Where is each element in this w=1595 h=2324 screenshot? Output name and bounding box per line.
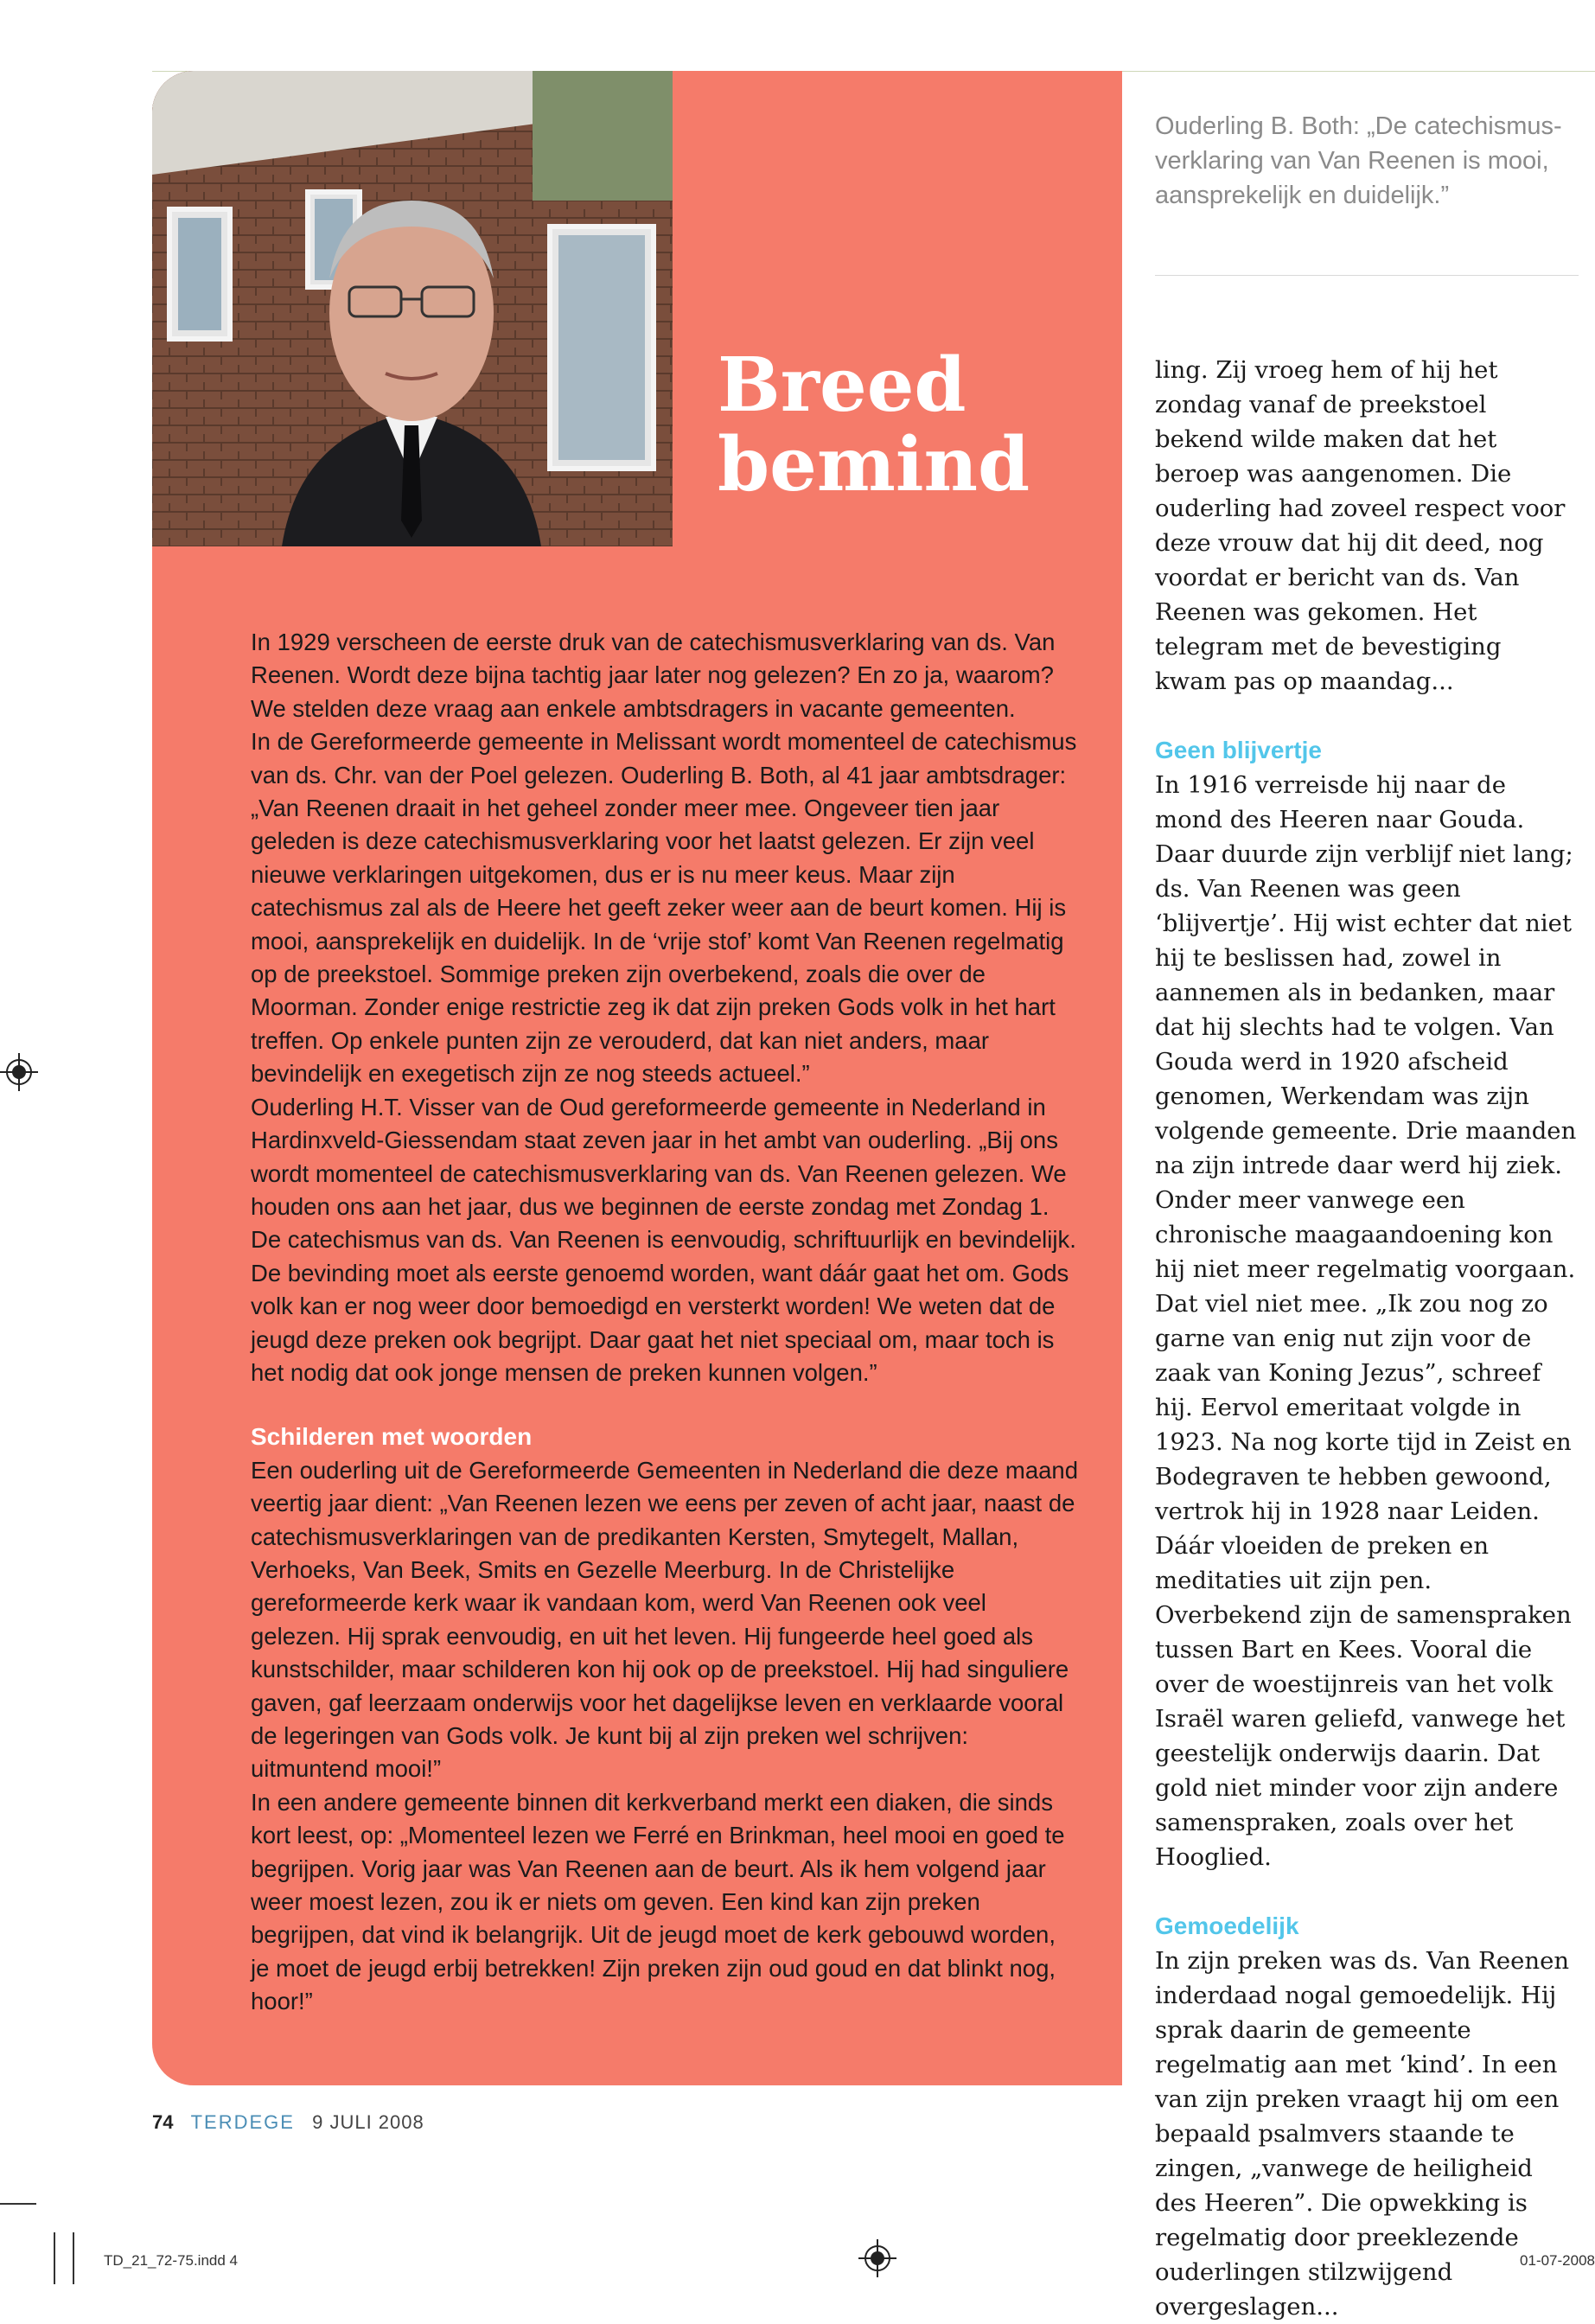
subheading: Schilderen met woorden: [251, 1423, 533, 1451]
body-paragraph: Ouderling H.T. Visser van de Oud gereformeerde gemeente in Nederland in Hardinxveld-Giessendam staat zeven jaar in het ambt van ouderling. „Bij ons wordt momenteel de catechismusverklaring van ds. Van Reenen gelezen. We houden ons aan het jaar, dus we beginnen de eerste zondag met Zondag 1. De catechismus van ds. Van Reenen is eenvoudig, schriftuurlijk en bevindelijk. De bevinding moet als eerste genoemd worden, want dáár gaat het om. Gods volk kan er nog weer door bemoedigd en versterkt worden! We weten dat de jeugd deze preken ook begrijpt. Daar gaat het niet speciaal om, maar toch is het nodig dat ook jonge mensen de preken kunnen volgen.”: [251, 1093, 1076, 1386]
body-paragraph: In 1916 verreisde hij naar de mond des Heeren naar Gouda. Daar duurde zijn verblijf niet lang; ds. Van Reenen was geen ‘blijvertje’. Hij wist echter dat niet hij te beslissen had, zowel in aannemen als in bedanken, maar dat hij slechts had te volgen. Van Gouda werd in 1920 afscheid genomen, Werkendam was zijn volgende gemeente. Drie maanden na zijn intrede daar werd hij ziek. Onder meer vanwege een chronische maagaandoening kon hij niet meer regelmatig voorgaan. Dat viel niet mee. „Ik zou nog zo garne van enig nut zijn voor de zaak van Koning Jezus”, schreef hij. Eervol emeritaat volgde in 1923. Na nog korte tijd in Zeist en Bodegraven te hebben gewoond, vertrok hij in 1928 naar Leiden. Dáár vloeiden de preken en meditaties uit zijn pen. Overbekend zijn de samenspraken tussen Bart en Kees. Vooral die over de woestijnreis van het volk Israël waren geliefd, vanwege het geestelijk onderwijs daarin. Dat gold niet minder voor zijn andere samenspraken, zoals over het Hooglied.: [1155, 771, 1577, 1871]
body-paragraph: In 1929 verscheen de eerste druk van de catechismusverklaring van ds. Van Reenen. Wordt deze bijna tachtig jaar later nog gelezen? En zo ja, waarom? We stelden deze vraag aan enkele ambtsdragers in vacante gemeenten.: [251, 629, 1056, 722]
slug-filename: TD_21_72-75.indd 4: [104, 2252, 239, 2269]
body-paragraph: ling. Zij vroeg hem of hij het zondag vanaf de preekstoel bekend wilde maken dat het beroep was aangenomen. Die ouderling had zoveel respect voor deze vrouw dat hij dit deed, nog voordat er bericht van ds. Van Reenen was gekomen. Het telegram met de bevestiging kwam pas op maandag...: [1155, 356, 1566, 695]
portrait-photo: [152, 71, 673, 546]
portrait-illustration: [152, 71, 673, 546]
body-paragraph: Een ouderling uit de Gereformeerde Gemeenten in Nederland die deze maand veertig jaar dient: „Van Reenen lezen we eens per zeven of acht jaar, naast de catechismusverklaringen van de predikanten Kersten, Smytegelt, Mallan, Verhoeks, Van Beek, Smits en Gezelle Meerburg. In de Christelijke gereformeerde kerk waar ik vandaan kom, werd Van Reenen ook veel gelezen. Hij sprak eenvoudig, en uit het leven. Hij fungeerde heel goed als kunstschilder, maar schilderen kon hij ook op de preekstoel. Hij had singuliere gaven, gaf leerzaam onderwijs voor het dagelijkse leven en verklaarde vooral de legeringen van Gods volk. Je kunt bij al zijn preken wel schrijven: uitmuntend mooi!”: [251, 1456, 1078, 1783]
crop-mark: [54, 2232, 55, 2284]
body-paragraph: In zijn preken was ds. Van Reenen inderdaad nogal gemoedelijk. Hij sprak daarin de gemeente regelmatig aan met ‘kind’. In een van zijn preken vraagt hij om een bepaald psalmvers staande te zingen, „vanwege de heiligheid des Heeren”. Die opwekking is regelmatig door preeklezende ouderlingen stilzwijgend overgeslagen...: [1155, 1947, 1570, 2321]
issue-date: 9 JULI 2008: [312, 2111, 424, 2133]
crop-mark: [0, 2203, 36, 2205]
body-paragraph: In de Gereformeerde gemeente in Melissant wordt momenteel de catechismus van ds. Chr. van der Poel gelezen. Ouderling B. Both, al 41 jaar ambtsdrager: „Van Reenen draait in het geheel zonder meer mee. Ongeveer tien jaar geleden is deze catechismusverklaring voor het laatst gelezen. Er zijn veel nieuwe verklaringen uitgekomen, dus er is nu meer keus. Maar zijn catechismus zal als de Heere het geeft zeker weer aan de beurt komen. Hij is mooi, aansprekelijk en duidelijk. In de ‘vrije stof’ komt Van Reenen regelmatig op de preekstoel. Sommige preken zijn overbekend, zoals die over de Moorman. Zonder enige restrictie zeg ik dat zijn preken Gods volk in het hart treffen. Op enkele punten zijn ze verouderd, dat kan niet anders, maar bevindelijk en exegetisch zijn ze nog steeds actueel.”: [251, 728, 1077, 1088]
crop-mark: [73, 2232, 74, 2284]
subheading: Geen blijvertje: [1155, 737, 1322, 763]
title-line-2: bemind: [718, 421, 1030, 508]
page-number: 74: [152, 2111, 174, 2133]
registration-mark-bottom-icon: [858, 2239, 896, 2277]
slug-date: 01-07-2008: [1520, 2252, 1595, 2269]
article-left-column: [251, 626, 1081, 2019]
page-footer: [152, 2111, 424, 2134]
body-paragraph: In een andere gemeente binnen dit kerkverband merkt een diaken, die sinds kort leest, op: „Momenteel lezen we Ferré en Brinkman, heel mooi en goed te begrijpen. Vorig jaar was Van Reenen aan de beurt. Als ik hem volgend jaar weer moest lezen, zou ik er niets om geven. Een kind kan zijn preken begrijpen, dat vind ik belangrijk. Uit de jeugd moet de kerk gebouwd worden, je moet de jeugd erbij betrekken! Zijn preken zijn oud goud en dat blinkt nog, hoor!”: [251, 1788, 1065, 2015]
magazine-name: TERDEGE: [190, 2111, 295, 2133]
article-right-column: [1155, 353, 1579, 2324]
article-title: [718, 342, 1098, 508]
subheading: Gemoedelijk: [1155, 1912, 1299, 1939]
column-divider: [1155, 275, 1579, 276]
title-line-1: Breed: [718, 342, 967, 429]
pull-quote: Ouderling B. Both: „De catechismusverklaring van Van Reenen is mooi, aansprekelijk en duidelijk.”: [1155, 112, 1562, 209]
registration-mark-left-icon: [0, 1053, 38, 1091]
